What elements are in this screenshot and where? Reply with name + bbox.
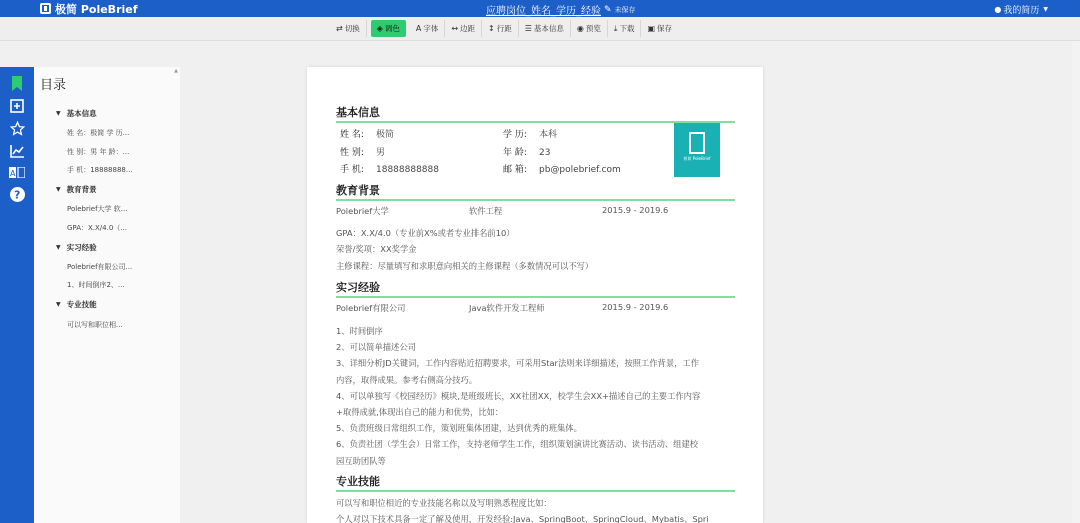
chevron-down-icon: ▼ — [56, 301, 61, 308]
gender-value[interactable]: 男 — [376, 148, 386, 158]
outline-item[interactable]: Polebrief有限公司... — [67, 263, 133, 271]
chevron-down-icon: ▼ — [56, 110, 61, 117]
font-button[interactable] — [410, 20, 445, 37]
svg-text:A: A — [10, 168, 16, 178]
line-spacing-label: 行距 — [496, 24, 512, 33]
chart-svg — [10, 145, 24, 158]
company-name: Polebrief有限公司 — [336, 303, 406, 313]
outline-section-label: 教育背景 — [66, 185, 97, 194]
margin-icon: ↔ — [451, 24, 459, 33]
color-label: 调色 — [384, 24, 400, 33]
list-icon: ☰ — [524, 24, 532, 33]
logo-icon — [40, 3, 51, 14]
document-title[interactable] — [486, 2, 636, 17]
name-value[interactable]: 极简 — [376, 130, 395, 140]
phone-label: 手 机: — [340, 165, 364, 175]
download-button[interactable] — [608, 20, 642, 37]
education-value[interactable]: 本科 — [539, 130, 558, 140]
outline-section-basic[interactable] — [56, 108, 97, 119]
name-label: 姓 名: — [340, 130, 364, 140]
basic-row-2 — [340, 145, 550, 158]
switch-icon: ⇄ — [336, 24, 343, 33]
save-label: 保存 — [657, 24, 673, 33]
internship-line[interactable]: 3、详细分析JD关键词，工作内容贴近招聘要求，可采用Star法则来详细描述，按照工作背景，工作 — [336, 358, 700, 368]
unsaved-status: 未保存 — [614, 5, 636, 14]
age-label: 年 龄: — [503, 148, 527, 158]
outline-item[interactable]: Polebrief大学 软... — [67, 205, 128, 213]
font-icon: A — [415, 24, 422, 33]
save-icon: ▣ — [647, 24, 656, 33]
internship-line[interactable]: +取得成就,体现出自己的能力和优势，比如： — [336, 407, 504, 417]
age-value[interactable]: 23 — [539, 148, 551, 158]
internship-summary[interactable] — [336, 302, 735, 314]
education-summary[interactable] — [336, 205, 735, 217]
door-logo-icon — [689, 132, 705, 154]
add-module-icon[interactable] — [9, 98, 25, 114]
job-role: Java软件开发工程师 — [469, 303, 545, 313]
my-resume-label: 我的简历 — [1003, 6, 1040, 16]
bookmark-icon[interactable] — [9, 75, 25, 91]
outline-item[interactable]: 1、时间倒序2、... — [67, 281, 125, 289]
internship-line[interactable]: 内容，取得成果。参考右侧高分技巧。 — [336, 375, 478, 385]
internship-period: 2015.9 - 2019.6 — [602, 302, 669, 312]
outline-item[interactable]: 姓 名：极简 学 历... — [67, 129, 130, 137]
education-period: 2015.9 - 2019.6 — [602, 205, 669, 215]
top-bar — [0, 0, 1080, 17]
phone-value[interactable]: 18888888888 — [376, 165, 439, 175]
translate-svg — [9, 167, 25, 178]
education-label: 学 历: — [503, 130, 527, 140]
photo-logo-text: 极简 PoleBrief — [683, 156, 711, 161]
eye-icon: ◉ — [576, 24, 584, 33]
outline-section-label: 实习经验 — [66, 243, 97, 252]
outline-section-skills[interactable] — [56, 299, 97, 310]
section-heading-basic[interactable]: 基本信息 — [336, 104, 735, 123]
internship-line[interactable]: 2、可以简单描述公司 — [336, 342, 416, 352]
profile-photo[interactable] — [674, 123, 720, 177]
chevron-down-icon: ▼ — [56, 186, 61, 193]
star-svg — [10, 121, 25, 136]
preview-button[interactable] — [571, 20, 608, 37]
download-label: 下载 — [619, 24, 635, 33]
paint-icon: ◈ — [376, 24, 383, 33]
basic-info-button[interactable] — [519, 20, 571, 37]
internship-line[interactable]: 1、时间倒序 — [336, 326, 383, 336]
brand-logo[interactable] — [40, 1, 138, 16]
edit-icon[interactable]: ✎ — [604, 4, 612, 15]
basic-row-1 — [340, 127, 557, 140]
section-heading-education[interactable]: 教育背景 — [336, 182, 735, 201]
user-icon: ● — [994, 5, 1002, 14]
outline-section-internship[interactable] — [56, 242, 97, 253]
outline-item[interactable]: 手 机：18888888... — [67, 166, 133, 174]
chart-icon[interactable] — [9, 143, 25, 159]
help-icon[interactable] — [9, 186, 25, 202]
switch-button[interactable] — [330, 20, 367, 37]
email-value[interactable]: pb@polebrief.com — [539, 165, 621, 175]
section-heading-internship[interactable]: 实习经验 — [336, 279, 735, 298]
line-spacing-button[interactable] — [482, 20, 519, 37]
brand-name: 极简 PoleBrief — [55, 2, 138, 16]
gender-label: 性 别: — [340, 148, 364, 158]
color-button[interactable] — [371, 20, 406, 37]
major: 软件工程 — [469, 206, 503, 216]
section-heading-skills[interactable]: 专业技能 — [336, 473, 735, 492]
chevron-down-icon: ▼ — [56, 244, 61, 251]
line-spacing-icon: ↕ — [488, 24, 495, 33]
internship-line[interactable]: 4、可以单独写《校园经历》模块,是班级班长，XX社团XX，校学生会XX+描述自己的主要工作内容 — [336, 391, 701, 401]
my-resume-menu[interactable] — [994, 3, 1048, 16]
outline-title: 目录 — [40, 78, 67, 93]
translate-icon[interactable] — [9, 164, 25, 180]
save-button[interactable] — [641, 20, 678, 37]
preview-label: 预览 — [585, 24, 601, 33]
school-name: Polebrief大学 — [336, 206, 389, 216]
outline-section-education[interactable] — [56, 184, 97, 195]
download-icon: ⤓ — [613, 23, 618, 33]
education-line[interactable]: 荣誉/奖项：XX奖学金 — [336, 244, 417, 254]
internship-line[interactable]: 园互助团队等 — [336, 456, 386, 466]
outline-item[interactable]: 可以写和职位相... — [67, 321, 123, 329]
font-label: 字体 — [423, 24, 439, 33]
skills-line[interactable]: 个人对以下技术具备一定了解及使用，开发经验:Java、SpringBoot、SpringCloud、Mybatis、Spri — [336, 514, 709, 523]
basic-info-label: 基本信息 — [533, 24, 564, 33]
skills-line[interactable]: 可以写和职位相近的专业技能名称以及写明熟悉程度比如： — [336, 498, 552, 508]
education-line[interactable]: GPA：X.X/4.0（专业前X%或者专业排名前10） — [336, 228, 515, 238]
margin-label: 边距 — [460, 24, 476, 33]
page-scrollbar[interactable] — [1072, 41, 1080, 523]
education-line[interactable]: 主修课程：尽量填写和求职意向相关的主修课程（多数情况可以不写） — [336, 261, 594, 271]
svg-text:?: ? — [13, 188, 20, 201]
margin-button[interactable] — [445, 20, 482, 37]
resume-page — [307, 67, 763, 523]
bookmark-svg — [11, 76, 23, 91]
outline-item[interactable]: 性 别：男 年 龄：... — [67, 148, 130, 156]
internship-line[interactable]: 6、负责社团（学生会）日常工作，支持老师学生工作，组织策划演讲比赛活动、读书活动、组建校 — [336, 439, 699, 449]
outline-item[interactable]: GPA：X.X/4.0（... — [67, 224, 127, 232]
editor-toolbar — [0, 17, 1080, 41]
basic-row-3 — [340, 162, 621, 175]
outline-section-label: 基本信息 — [66, 109, 97, 118]
document-title-text[interactable]: 应聘岗位_姓名_学历_经验 — [486, 6, 601, 17]
email-label: 邮 箱: — [503, 165, 527, 175]
outline-panel — [34, 67, 180, 523]
caret-down-icon: ▼ — [1043, 6, 1048, 13]
scroll-up-icon[interactable]: ▲ — [174, 68, 178, 74]
add-svg — [10, 99, 24, 113]
help-svg — [10, 187, 25, 202]
switch-label: 切换 — [344, 24, 360, 33]
outline-section-label: 专业技能 — [66, 300, 97, 309]
star-icon[interactable] — [9, 120, 25, 136]
internship-line[interactable]: 5、负责班级日常组织工作，策划班集体团建，达到优秀的班集体。 — [336, 423, 582, 433]
left-rail — [0, 67, 34, 523]
